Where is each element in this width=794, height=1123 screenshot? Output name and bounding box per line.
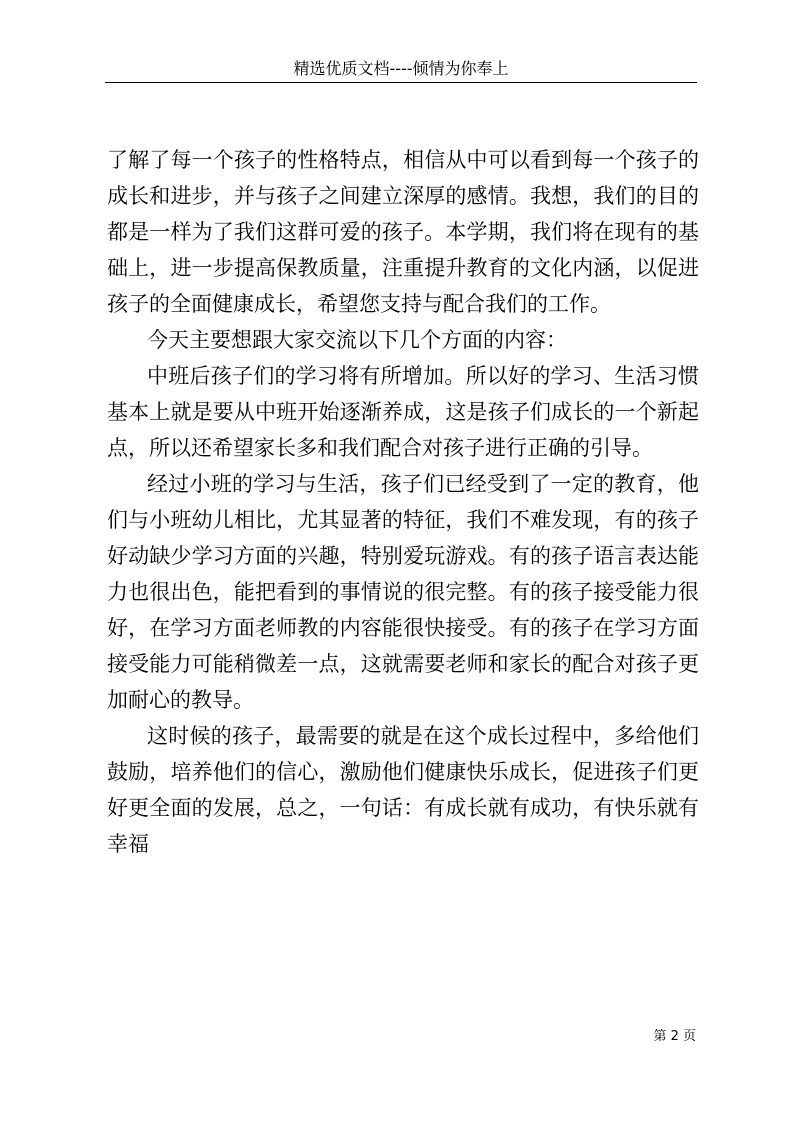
page-number: 第 2 页 [653,1029,696,1044]
text-line: 孩子的全面健康成长，希望您支持与配合我们的工作。 [107,292,611,316]
text-line: 加耐心的教导。 [107,688,254,712]
text-line: 幸福 [107,832,149,856]
text-line: 力也很出色，能把看到的事情说的很完整。有的孩子接受能力很 [107,580,699,604]
text-line: 都是一样为了我们这群可爱的孩子。本学期，我们将在现有的基 [107,220,699,244]
text-line: 这时候的孩子，最需要的就是在这个成长过程中，多给他们 [147,724,699,748]
text-line: 接受能力可能稍微差一点，这就需要老师和家长的配合对孩子更 [107,652,699,676]
text-line: 成长和进步，并与孩子之间建立深厚的感情。我想，我们的目的 [107,184,699,208]
text-line: 鼓励，培养他们的信心，激励他们健康快乐成长，促进孩子们更 [107,760,699,784]
page-header [105,58,697,83]
text-line: 基本上就是要从中班开始逐渐养成，这是孩子们成长的一个新起 [107,400,699,424]
text-line: 今天主要想跟大家交流以下几个方面的内容： [147,328,567,352]
text-line: 好动缺少学习方面的兴趣，特别爱玩游戏。有的孩子语言表达能 [107,544,699,568]
text-line: 好更全面的发展，总之，一句话：有成长就有成功，有快乐就有 [107,796,699,820]
text-line: 经过小班的学习与生活，孩子们已经受到了一定的教育，他 [147,472,699,496]
text-line: 点，所以还希望家长多和我们配合对孩子进行正确的引导。 [107,436,653,460]
header-title: 精选优质文档----倾情为你奉上 [293,59,509,78]
text-line: 们与小班幼儿相比，尤其显著的特征，我们不难发现，有的孩子 [107,508,699,532]
text-line: 中班后孩子们的学习将有所增加。所以好的学习、生活习惯 [147,364,699,388]
document-body [107,142,699,862]
text-line: 础上，进一步提高保教质量，注重提升教育的文化内涵，以促进 [107,256,699,280]
text-line: 好，在学习方面老师教的内容能很快接受。有的孩子在学习方面 [107,616,699,640]
text-line: 了解了每一个孩子的性格特点，相信从中可以看到每一个孩子的 [107,148,699,172]
